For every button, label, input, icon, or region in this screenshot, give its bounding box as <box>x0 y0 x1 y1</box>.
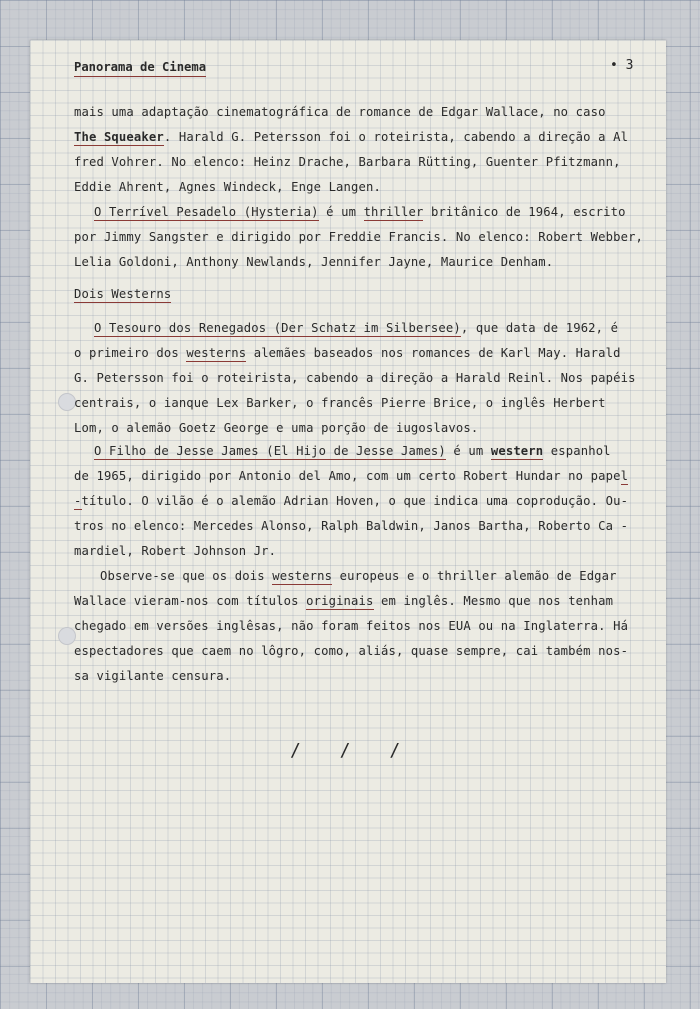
typewritten-page <box>30 40 666 983</box>
text-line: Wallace vieram-nos com títulos originais em inglês. Mesmo que nos tenham <box>74 594 614 608</box>
text-line: mais uma adaptação cinematográfica de romance de Edgar Wallace, no caso <box>74 105 606 119</box>
text-line: tros no elenco: Mercedes Alonso, Ralph Baldwin, Janos Bartha, Roberto Ca - <box>74 519 629 533</box>
end-mark: / / / <box>290 740 415 761</box>
text-line: fred Vohrer. No elenco: Heinz Drache, Barbara Rütting, Guenter Pfitzmann, <box>74 155 621 169</box>
film-title: O Tesouro dos Renegados (Der Schatz im Silbersee) <box>94 321 461 335</box>
page-number: • 3 <box>610 58 634 73</box>
emphasis: thriller <box>363 205 424 219</box>
text-line: mardiel, Robert Johnson Jr. <box>74 544 277 558</box>
film-title: The Squeaker <box>74 130 164 144</box>
text-line: O Filho de Jesse James (El Hijo de Jesse James) é um western espanhol <box>94 444 611 458</box>
emphasis: western <box>490 444 544 458</box>
text-line: espectadores que caem no lôgro, como, aliás, quase sempre, cai também nos- <box>74 644 629 658</box>
header-title: Panorama de Cinema <box>74 60 206 77</box>
text-line: Observe-se que os dois westerns europeus e o thriller alemão de Edgar <box>100 569 617 583</box>
text-line: de 1965, dirigido por Antonio del Amo, com um certo Robert Hundar no papel <box>74 469 629 483</box>
text-line: O Tesouro dos Renegados (Der Schatz im Silbersee), que data de 1962, é <box>94 321 619 335</box>
text-line: Eddie Ahrent, Agnes Windeck, Enge Langen. <box>74 180 381 194</box>
text-line: sa vigilante censura. <box>74 669 232 683</box>
text-line: Lom, o alemão Goetz George e uma porção de iugoslavos. <box>74 421 479 435</box>
section-heading: Dois Westerns <box>74 287 172 301</box>
text-line: por Jimmy Sangster e dirigido por Freddie Francis. No elenco: Robert Webber, <box>74 230 644 244</box>
text-line: The Squeaker. Harald G. Petersson foi o roteirista, cabendo a direção a Al <box>74 130 629 144</box>
emphasis: originais <box>306 594 374 608</box>
text-line: Lelia Goldoni, Anthony Newlands, Jennifer Jayne, Maurice Denham. <box>74 255 554 269</box>
text-line: -título. O vilão é o alemão Adrian Hoven, o que indica uma coprodução. Ou- <box>74 494 629 508</box>
emphasis: westerns <box>272 569 333 583</box>
text-line: G. Petersson foi o roteirista, cabendo a direção a Harald Reinl. Nos papéis <box>74 371 636 385</box>
film-title: O Filho de Jesse James (El Hijo de Jesse James) <box>94 444 446 458</box>
text-line: o primeiro dos westerns alemães baseados nos romances de Karl May. Harald <box>74 346 621 360</box>
film-title: O Terrível Pesadelo (Hysteria) <box>94 205 319 219</box>
text-line: centrais, o ianque Lex Barker, o francês Pierre Brice, o inglês Herbert <box>74 396 606 410</box>
emphasis: westerns <box>186 346 247 360</box>
text-line: chegado em versões inglêsas, não foram feitos nos EUA ou na Inglaterra. Há <box>74 619 629 633</box>
text-line: O Terrível Pesadelo (Hysteria) é um thriller britânico de 1964, escrito <box>94 205 626 219</box>
